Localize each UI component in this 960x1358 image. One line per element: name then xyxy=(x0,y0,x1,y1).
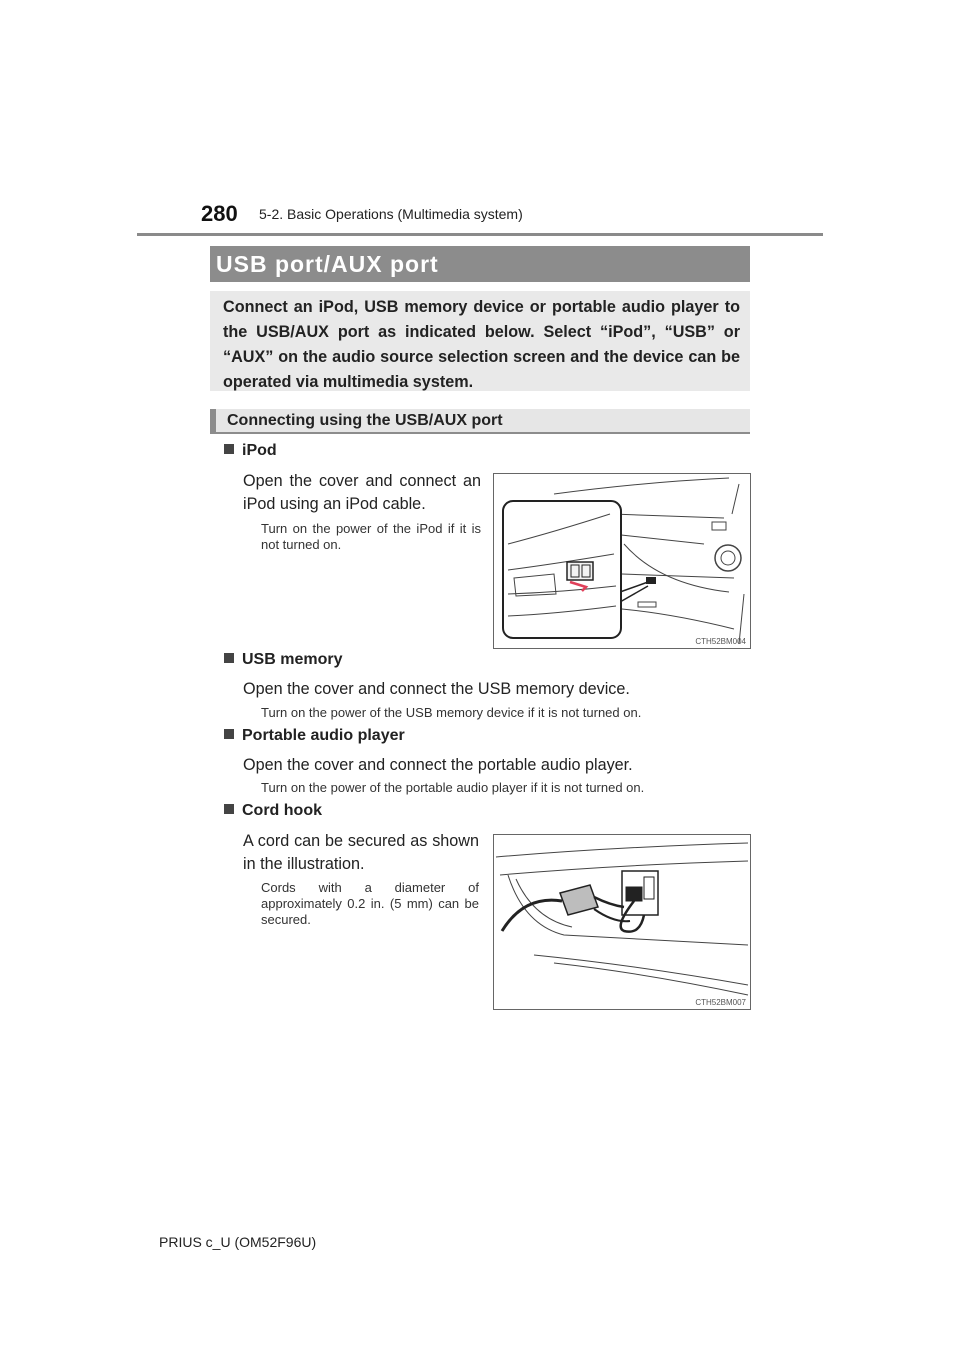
page-title-bar xyxy=(210,246,750,282)
item-body-ipod: Open the cover and connect an iPod using an iPod cable. xyxy=(243,472,481,513)
item-heading-ipod: iPod xyxy=(224,442,277,460)
square-bullet-icon xyxy=(224,653,234,663)
item-note-portable-audio: Turn on the power of the portable audio player if it is not turned on. xyxy=(261,780,645,795)
square-bullet-icon xyxy=(224,804,234,814)
item-heading-portable-audio: Portable audio player xyxy=(224,727,405,745)
item-body-portable-audio: Open the cover and connect the portable audio player. xyxy=(243,756,633,774)
dashboard-usb-port-drawing xyxy=(494,474,750,648)
item-heading-cord-hook: Cord hook xyxy=(224,802,322,820)
cord-hook-drawing xyxy=(494,835,750,1009)
item-note-ipod: Turn on the power of the iPod if it is not turned on. xyxy=(261,521,481,552)
page-number: 280 xyxy=(201,201,238,226)
figure-cord-hook-illustration xyxy=(493,834,751,1010)
item-body-usb-memory: Open the cover and connect the USB memory device. xyxy=(243,680,630,698)
page-title: USB port/AUX port xyxy=(216,250,439,277)
section-path: 5-2. Basic Operations (Multimedia system) xyxy=(259,206,523,222)
header-divider xyxy=(137,233,823,236)
square-bullet-icon xyxy=(224,729,234,739)
item-note-usb-memory: Turn on the power of the USB memory device if it is not turned on. xyxy=(261,705,642,720)
section-subheading: Connecting using the USB/AUX port xyxy=(210,409,750,434)
figure-code: CTH52BM004 xyxy=(695,637,746,646)
item-body-cord-hook: A cord can be secured as shown in the illustration. xyxy=(243,832,479,873)
item-note-cord-hook: Cords with a diameter of approximately 0.2 in. (5 mm) can be secured. xyxy=(261,880,479,927)
page-footer: PRIUS c_U (OM52F96U) xyxy=(159,1234,317,1250)
item-heading-usb-memory: USB memory xyxy=(224,651,342,669)
intro-box: Connect an iPod, USB memory device or portable audio player to the USB/AUX port as indicated below. Select “iPod”, “USB” or “AUX” on the audio source selection screen and the device can be operated via multimedia system. xyxy=(210,291,750,391)
square-bullet-icon xyxy=(224,444,234,454)
figure-code: CTH52BM007 xyxy=(695,998,746,1007)
figure-usb-port-illustration xyxy=(493,473,751,649)
